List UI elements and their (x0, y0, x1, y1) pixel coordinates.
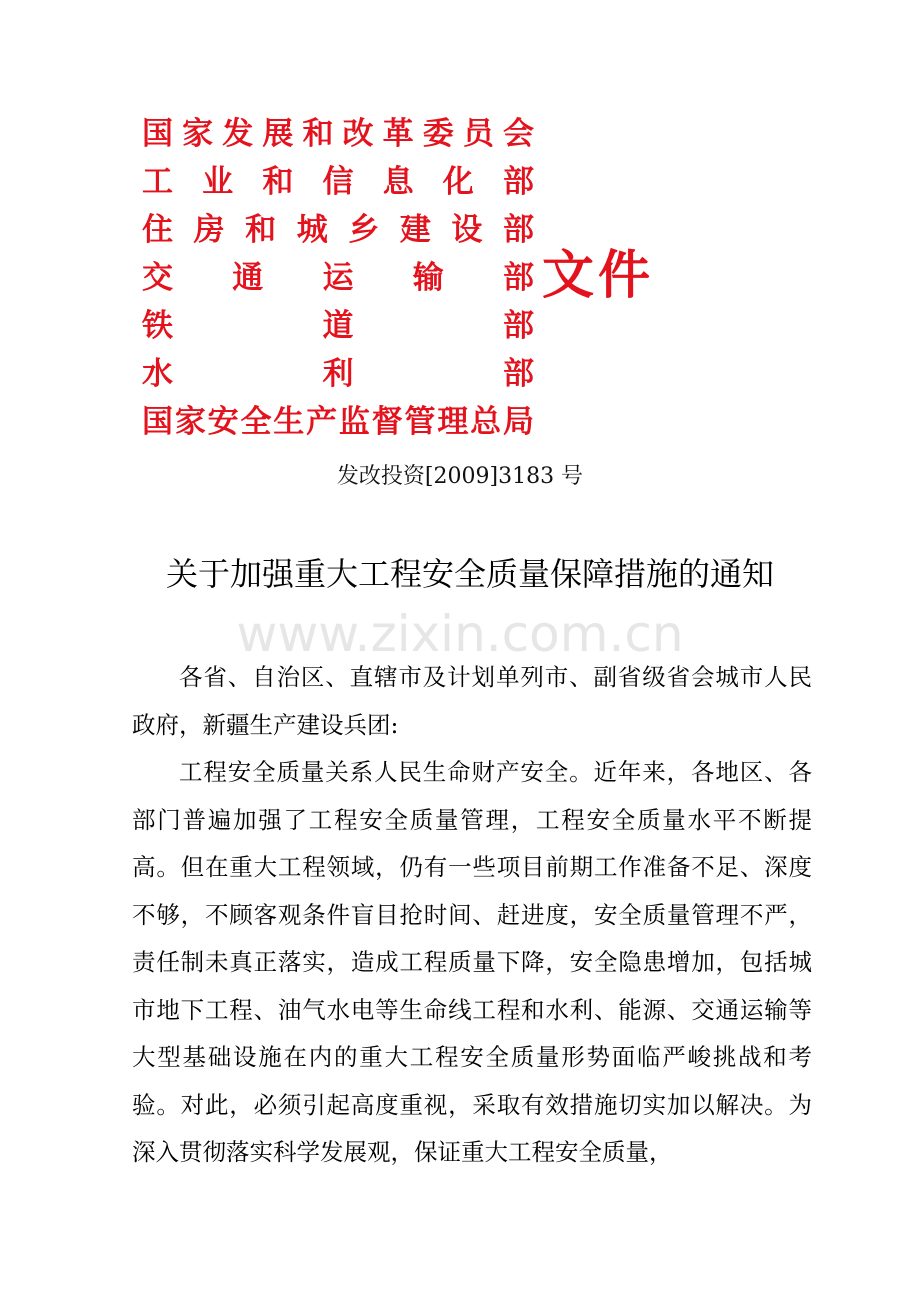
issuer-char: 督 (371, 404, 403, 440)
issuer-char: 委 (422, 116, 454, 152)
issuer-char: 通 (232, 260, 264, 296)
issuer-mor (142, 302, 534, 350)
issuer-char: 交 (142, 260, 173, 296)
issuer-char: 利 (322, 356, 354, 392)
watermark: www.zixin.com.cn (236, 605, 684, 663)
issuer-char: 输 (412, 260, 444, 296)
issuer-char: 会 (502, 116, 534, 152)
issuer-char: 建 (399, 212, 431, 248)
issuer-char: 发 (222, 116, 254, 152)
issuer-char: 和 (245, 212, 277, 248)
issuer-char: 业 (202, 164, 234, 200)
issuing-agencies (142, 110, 534, 446)
issuer-char: 和 (302, 116, 334, 152)
document-label: 文件 (542, 246, 655, 306)
issuer-char: 运 (322, 260, 354, 296)
issuer-char: 部 (502, 164, 534, 200)
issuer-char: 监 (338, 404, 370, 440)
body-paragraph: 工程安全质量关系人民生命财产安全。近年来，各地区、各部门普遍加强了工程安全质量管理，工程安全质量水平不断提高。但在重大工程领域，仍有一些项目前期工作准备不足、深度不够，不顾客观条件盲目抢时间、赶进度，安全质量管理不严，责任制未真正落实，造成工程质量下降，安全隐患增加，包括城市地下工程、油气水电等生命线工程和水利、能源、交通运输等大型基础设施在内的重大工程安全质量形势面临严峻挑战和考验。对此，必须引起高度重视，采取有效措施切实加以解决。为深入贯彻落实科学发展观，保证重大工程安全质量， (132, 758, 812, 1166)
issuer-char: 家 (182, 116, 214, 152)
issuer-char: 设 (451, 212, 483, 248)
issuer-char: 国 (142, 404, 173, 440)
issuer-char: 信 (322, 164, 354, 200)
issuer-char: 部 (503, 308, 534, 344)
issuer-char: 房 (193, 212, 225, 248)
issuer-char: 理 (437, 404, 469, 440)
issuer-mot (142, 254, 534, 302)
issuer-char: 展 (262, 116, 294, 152)
issuer-char: 安 (207, 404, 239, 440)
issuer-char: 局 (502, 404, 534, 440)
issuer-char: 部 (503, 356, 534, 392)
issuer-mohurd (142, 206, 534, 254)
issuer-char: 和 (262, 164, 294, 200)
issuer-char: 全 (240, 404, 272, 440)
issuer-char: 产 (306, 404, 338, 440)
issuer-char: 息 (382, 164, 414, 200)
issuer-char: 水 (142, 356, 173, 392)
issuer-char: 部 (503, 260, 534, 296)
document-body (132, 654, 812, 1177)
issuer-char: 部 (502, 212, 534, 248)
issuer-char: 总 (470, 404, 502, 440)
issuer-char: 生 (273, 404, 305, 440)
salutation: 各省、自治区、直辖市及计划单列市、副省级省会城市人民政府，新疆生产建设兵团: (132, 663, 812, 739)
issuer-sawsa (142, 398, 534, 446)
document-title: 关于加强重大工程安全质量保障措施的通知 (165, 555, 774, 593)
issuer-char: 国 (142, 116, 173, 152)
issuer-char: 乡 (348, 212, 380, 248)
issuer-char: 住 (142, 212, 173, 248)
issuer-char: 工 (142, 164, 173, 200)
issuer-char: 改 (342, 116, 374, 152)
issuer-miit (142, 158, 534, 206)
issuer-char: 员 (462, 116, 494, 152)
issuer-char: 革 (382, 116, 414, 152)
issuer-char: 铁 (142, 308, 173, 344)
issuer-mwr (142, 350, 534, 398)
document-number: 发改投资[2009]3183 号 (336, 464, 584, 489)
issuer-char: 管 (404, 404, 436, 440)
issuer-ndrc (142, 110, 534, 158)
issuer-char: 道 (322, 308, 354, 344)
issuer-char: 城 (296, 212, 328, 248)
issuer-char: 家 (174, 404, 206, 440)
issuer-char: 化 (442, 164, 474, 200)
